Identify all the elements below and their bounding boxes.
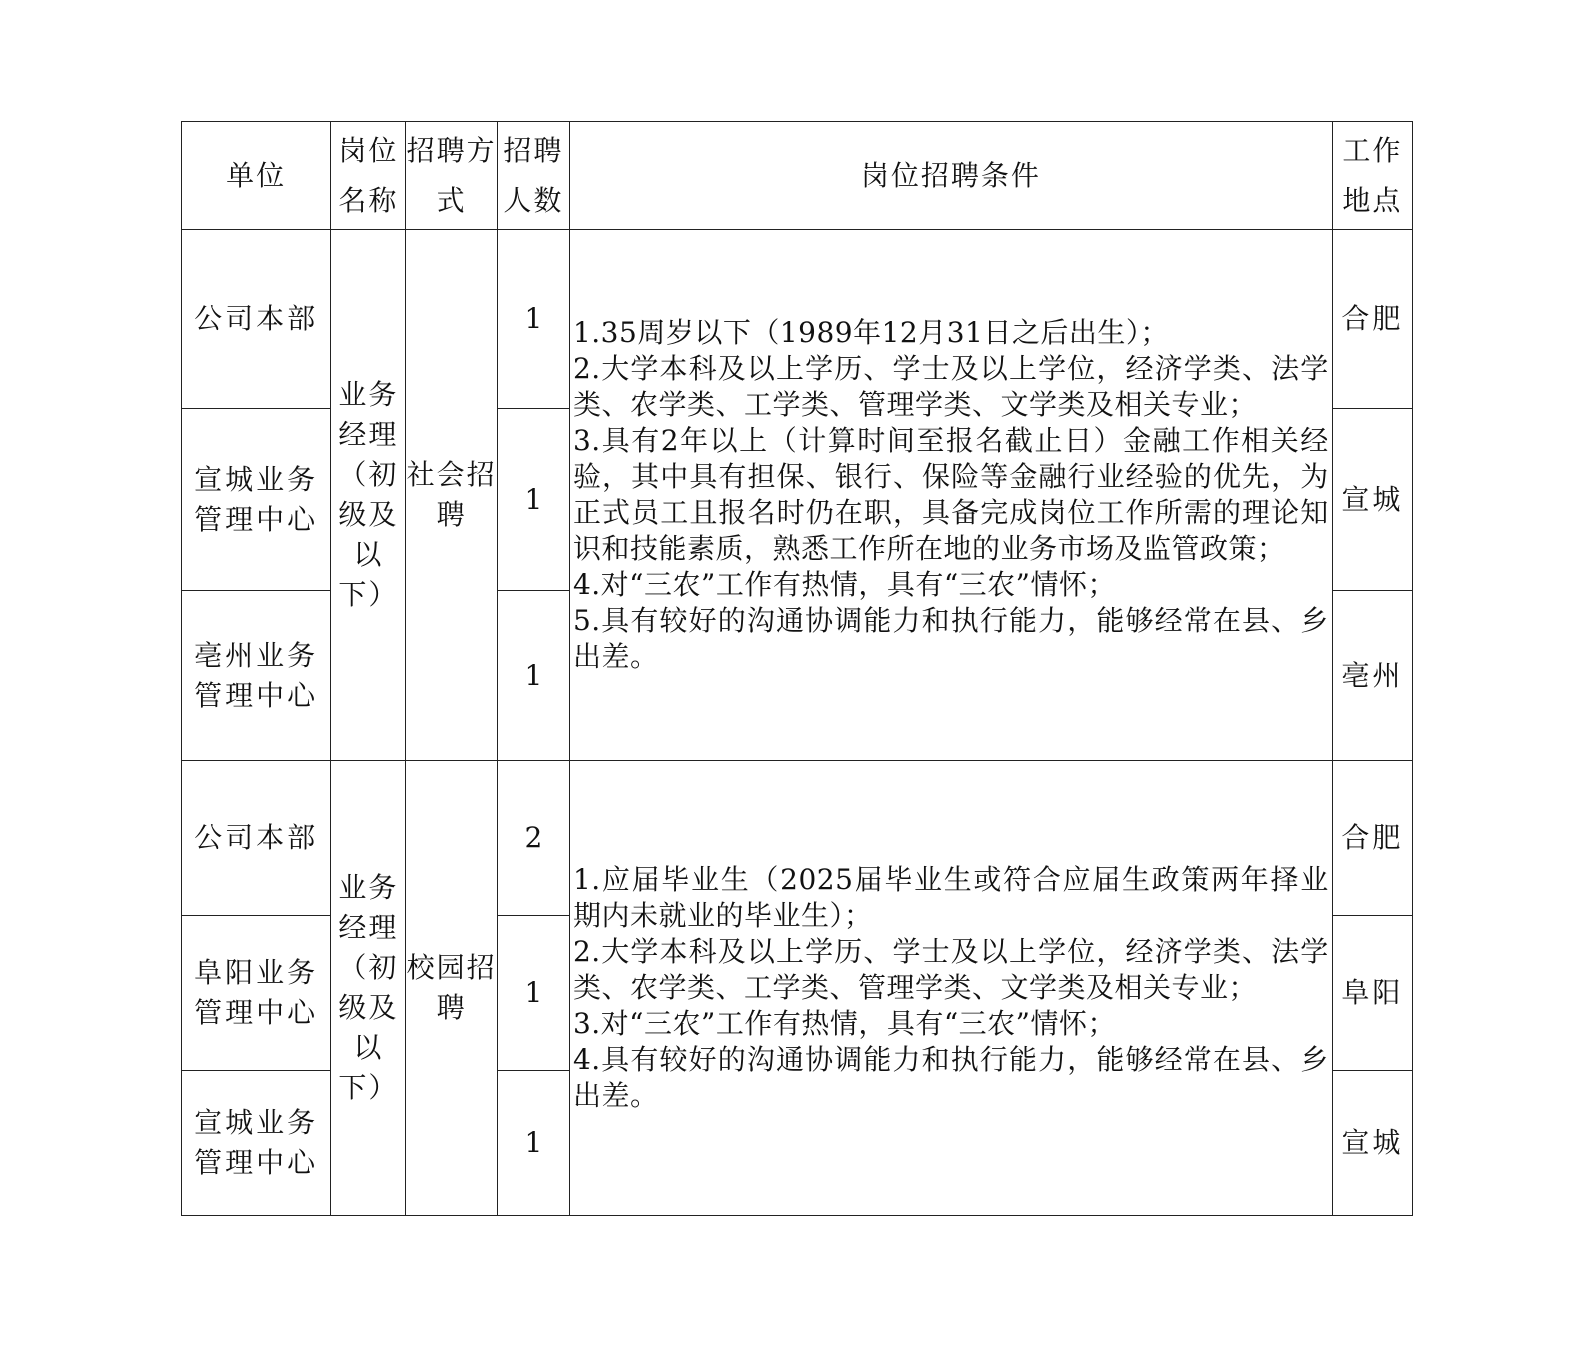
unit-cell: 阜阳业务管理中心 (182, 916, 331, 1071)
unit-cell: 宣城业务管理中心 (182, 409, 331, 591)
location-cell: 亳州 (1332, 591, 1412, 761)
unit-cell: 亳州业务管理中心 (182, 591, 331, 761)
header-location: 工作地点 (1332, 122, 1412, 230)
table-row (182, 230, 1413, 409)
location-cell: 合肥 (1332, 230, 1412, 409)
count-cell: 1 (497, 230, 569, 409)
header-method: 招聘方式 (406, 122, 497, 230)
count-cell: 1 (497, 409, 569, 591)
unit-cell: 公司本部 (182, 230, 331, 409)
condition-item: 2.大学本科及以上学历、学士及以上学位，经济学类、法学类、农学类、工学类、管理学类、文学类及相关专业； (572, 352, 1329, 421)
condition-item: 3.具有2年以上（计算时间至报名截止日）金融工作相关经验，其中具有担保、银行、保险等金融行业经验的优先，为正式员工且报名时仍在职，具备完成岗位工作所需的理论知识和技能素质，熟悉工作所在地的业务市场及监管政策； (572, 424, 1329, 565)
method-cell: 校园招聘 (406, 761, 497, 1216)
header-position: 岗位名称 (331, 122, 406, 230)
location-cell: 宣城 (1332, 409, 1412, 591)
header-conditions: 岗位招聘条件 (569, 122, 1332, 230)
condition-item: 4.具有较好的沟通协调能力和执行能力，能够经常在县、乡出差。 (572, 1043, 1329, 1112)
conditions-cell (569, 230, 1332, 761)
conditions-cell (569, 761, 1332, 1216)
location-cell: 宣城 (1332, 1071, 1412, 1216)
condition-item: 5.具有较好的沟通协调能力和执行能力，能够经常在县、乡出差。 (572, 604, 1329, 673)
count-cell: 1 (497, 1071, 569, 1216)
position-cell: 业务经理（初级及以下） (331, 230, 406, 761)
condition-item: 3.对“三农”工作有热情，具有“三农”情怀； (572, 1007, 1116, 1040)
condition-item: 1.应届毕业生（2025届毕业生或符合应届生政策两年择业期内未就业的毕业生）； (572, 863, 1329, 932)
condition-item: 1.35周岁以下（1989年12月31日之后出生）； (572, 316, 1169, 349)
unit-cell: 公司本部 (182, 761, 331, 916)
method-cell: 社会招聘 (406, 230, 497, 761)
position-cell: 业务经理（初级及以下） (331, 761, 406, 1216)
condition-item: 2.大学本科及以上学历、学士及以上学位，经济学类、法学类、农学类、工学类、管理学类、文学类及相关专业； (572, 935, 1329, 1004)
count-cell: 1 (497, 591, 569, 761)
location-cell: 合肥 (1332, 761, 1412, 916)
count-cell: 2 (497, 761, 569, 916)
recruitment-table (181, 121, 1413, 1216)
header-unit: 单位 (182, 122, 331, 230)
header-row (182, 122, 1413, 230)
count-cell: 1 (497, 916, 569, 1071)
location-cell: 阜阳 (1332, 916, 1412, 1071)
header-count: 招聘人数 (497, 122, 569, 230)
table-row (182, 761, 1413, 916)
unit-cell: 宣城业务管理中心 (182, 1071, 331, 1216)
condition-item: 4.对“三农”工作有热情，具有“三农”情怀； (572, 568, 1116, 601)
